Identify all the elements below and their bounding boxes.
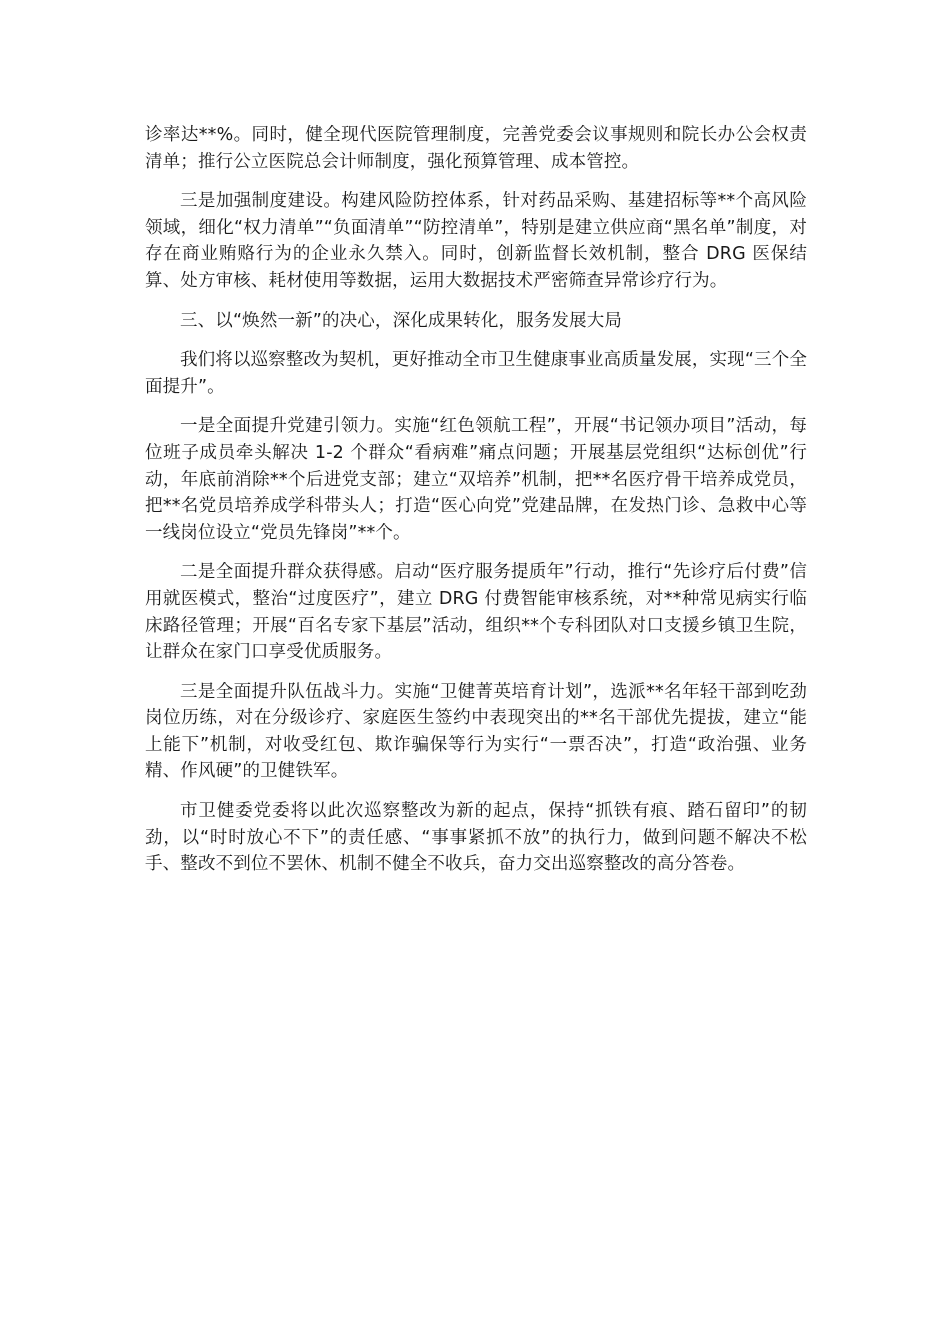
- paragraph-party-leadership: 一是全面提升党建引领力。实施“红色领航工程”，开展“书记领办项目”活动，每位班子成员牵头解决 1-2 个群众“看病难”痛点问题；开展基层党组织“达标创优”行动，年底前消除**个后进党支部；建立“双培养”机制，把**名医疗骨干培养成党员，把**名党员培养成学科带头人；打造“医心向党”党建品牌，在发热门诊、急救中心等一线岗位设立“党员先锋岗”**个。: [145, 416, 807, 543]
- document-body: [145, 122, 807, 891]
- paragraph-team-capability: 三是全面提升队伍战斗力。实施“卫健菁英培育计划”，选派**名年轻干部到吃劲岗位历练，对在分级诊疗、家庭医生签约中表现突出的**名干部优先提拔，建立“能上能下”机制，对收受红包、欺诈骗保等行为实行“一票否决”，打造“政治强、业务精、作风硬”的卫健铁军。: [145, 681, 807, 782]
- paragraph-intro-three-improvements: 我们将以巡察整改为契机，更好推动全市卫生健康事业高质量发展，实现“三个全面提升”。: [145, 350, 807, 397]
- paragraph-continuation: 诊率达**%。同时，健全现代医院管理制度，完善党委会议事规则和院长办公会权责清单；推行公立医院总会计师制度，强化预算管理、成本管控。: [145, 125, 807, 172]
- paragraph-public-satisfaction: 二是全面提升群众获得感。启动“医疗服务提质年”行动，推行“先诊疗后付费”信用就医模式，整治“过度医疗”，建立 DRG 付费智能审核系统，对**种常见病实行临床路径管理；开展“百名专家下基层”活动，组织**个专科团队对口支援乡镇卫生院，让群众在家门口享受优质服务。: [145, 562, 807, 663]
- paragraph-system-building: 三是加强制度建设。构建风险防控体系，针对药品采购、基建招标等**个高风险领域，细化“权力清单”“负面清单”“防控清单”，特别是建立供应商“黑名单”制度，对存在商业贿赂行为的企业永久禁入。同时，创新监督长效机制，整合 DRG 医保结算、处方审核、耗材使用等数据，运用大数据技术严密筛查异常诊疗行为。: [145, 191, 807, 291]
- paragraph-conclusion: 市卫健委党委将以此次巡察整改为新的起点，保持“抓铁有痕、踏石留印”的韧劲，以“时时放心不下”的责任感、“事事紧抓不放”的执行力，做到问题不解决不松手、整改不到位不罢休、机制不健全不收兵，奋力交出巡察整改的高分答卷。: [145, 801, 807, 875]
- section-heading-three: 三、以“焕然一新”的决心，深化成果转化，服务发展大局: [180, 310, 623, 331]
